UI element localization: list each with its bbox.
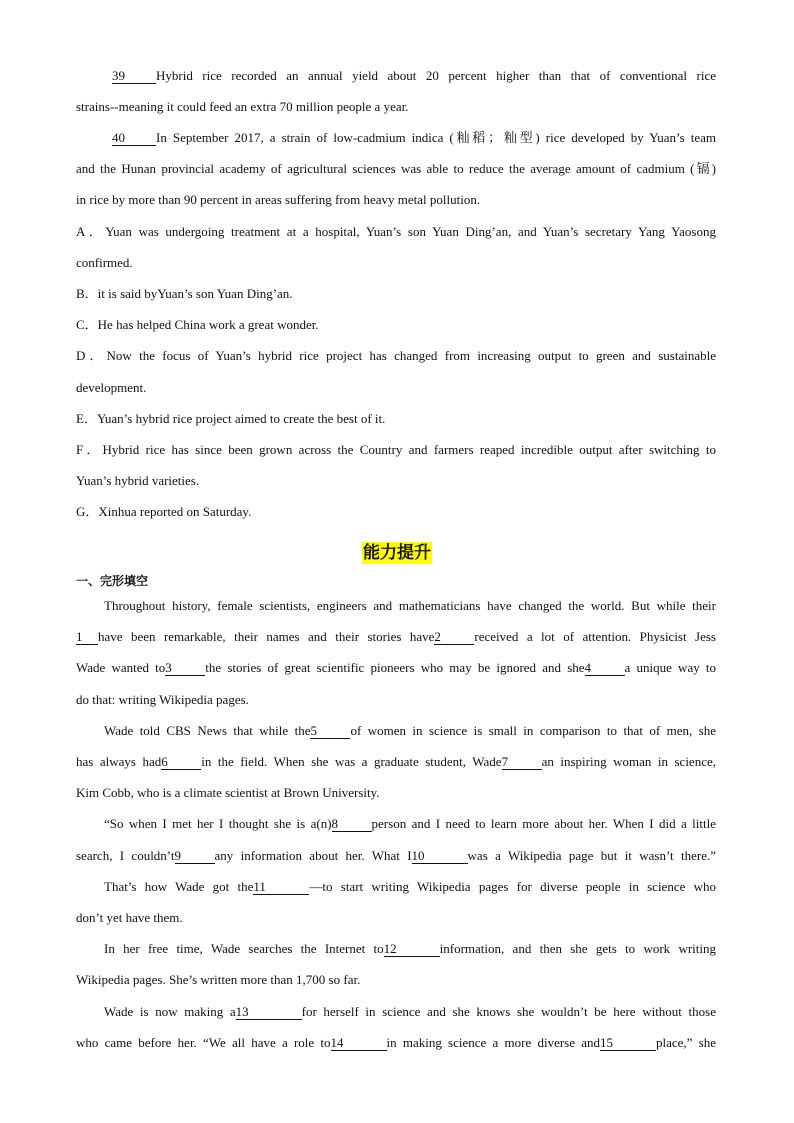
cloze-text: search, I couldn’t bbox=[76, 848, 175, 863]
blank-9[interactable]: 9 bbox=[175, 849, 215, 864]
q39-line-2: strains--meaning it could feed an extra 70 million people a year. bbox=[76, 99, 409, 114]
cloze-p2-line-2 bbox=[76, 754, 716, 770]
cloze-p1-line-3 bbox=[76, 660, 716, 676]
option-g: G．Xinhua reported on Saturday. bbox=[76, 504, 252, 519]
q39-line-1 bbox=[112, 68, 716, 84]
cloze-text: have been remarkable, their names and their stories have bbox=[98, 629, 435, 644]
cloze-p4-line-1 bbox=[104, 879, 716, 895]
option-b: B．it is said byYuan’s son Yuan Ding’an. bbox=[76, 286, 293, 301]
blank-11[interactable]: 11 bbox=[253, 880, 309, 895]
blank-6[interactable]: 6 bbox=[161, 755, 201, 770]
cloze-text: has always had bbox=[76, 754, 162, 769]
q40-line-2: and the Hunan provincial academy of agricultural sciences was able to reduce the average amount of cadmium (镉) bbox=[76, 161, 716, 176]
cloze-text: who came before her. “We all have a role to bbox=[76, 1035, 331, 1050]
cloze-text: That’s how Wade got the bbox=[104, 879, 254, 894]
cloze-text: received a lot of attention. Physicist Jess bbox=[474, 629, 716, 644]
cloze-text: in the field. When she was a graduate student, Wade bbox=[201, 754, 502, 769]
blank-10[interactable]: 10 bbox=[412, 849, 468, 864]
option-c: C．He has helped China work a great wonder. bbox=[76, 317, 319, 332]
blank-7[interactable]: 7 bbox=[502, 755, 542, 770]
cloze-p3-line-1 bbox=[104, 816, 716, 832]
cloze-text: the stories of great scientific pioneers who may be ignored and she bbox=[205, 660, 585, 675]
cloze-p6-line-1 bbox=[104, 1004, 716, 1020]
cloze-text: an inspiring woman in science, bbox=[541, 754, 716, 769]
blank-8[interactable]: 8 bbox=[332, 817, 372, 832]
cloze-p6-line-2 bbox=[76, 1035, 716, 1051]
blank-3[interactable]: 3 bbox=[165, 661, 205, 676]
q39-text-1: Hybrid rice recorded an annual yield about 20 percent higher than that of conventional rice bbox=[156, 68, 716, 83]
cloze-p3-line-2 bbox=[76, 848, 716, 864]
blank-13[interactable]: 13 bbox=[236, 1005, 302, 1020]
blank-5[interactable]: 5 bbox=[310, 724, 350, 739]
section-title-text: 能力提升 bbox=[363, 543, 431, 563]
blank-40[interactable]: 40 bbox=[112, 131, 156, 146]
section-heading: 一、完形填空 bbox=[76, 574, 149, 588]
blank-14[interactable]: 14 bbox=[331, 1036, 387, 1051]
blank-1[interactable]: 1 bbox=[76, 630, 98, 645]
cloze-text: any information about her. What I bbox=[214, 848, 412, 863]
option-d-line-1: D．Now the focus of Yuan’s hybrid rice project has changed from increasing output to green and sustainable bbox=[76, 348, 716, 363]
q40-line-1 bbox=[112, 130, 716, 146]
blank-2[interactable]: 2 bbox=[434, 630, 474, 645]
cloze-text: Wade is now making a bbox=[104, 1004, 236, 1019]
cloze-text: information, and then she gets to work writing bbox=[439, 941, 716, 956]
cloze-p2-line-3: Kim Cobb, who is a climate scientist at Brown University. bbox=[76, 785, 380, 800]
cloze-text: In her free time, Wade searches the Internet to bbox=[104, 941, 384, 956]
cloze-text: was a Wikipedia page but it wasn’t there.” bbox=[467, 848, 716, 863]
cloze-text: “So when I met her I thought she is a(n) bbox=[104, 816, 332, 831]
cloze-text: in making science a more diverse and bbox=[386, 1035, 600, 1050]
q40-text-1: In September 2017, a strain of low-cadmium indica (籼稻；籼型) rice developed by Yuan’s team bbox=[156, 130, 716, 145]
cloze-p1-line-4: do that: writing Wikipedia pages. bbox=[76, 692, 249, 707]
option-d-line-2: development. bbox=[76, 380, 147, 395]
cloze-text: person and I need to learn more about her. When I did a little bbox=[371, 816, 716, 831]
q40-line-3: in rice by more than 90 percent in areas suffering from heavy metal pollution. bbox=[76, 192, 481, 207]
cloze-p4-line-2: don’t yet have them. bbox=[76, 910, 183, 925]
blank-39[interactable]: 39 bbox=[112, 69, 156, 84]
option-a-line-1: A．Yuan was undergoing treatment at a hospital, Yuan’s son Yuan Ding’an, and Yuan’s secretary Yang Yaosong bbox=[76, 224, 716, 239]
cloze-text: for herself in science and she knows she wouldn’t be here without those bbox=[301, 1004, 716, 1019]
blank-4[interactable]: 4 bbox=[585, 661, 625, 676]
option-e: E．Yuan’s hybrid rice project aimed to create the best of it. bbox=[76, 411, 386, 426]
cloze-text: of women in science is small in comparison to that of men, she bbox=[350, 723, 716, 738]
cloze-p1-line-2 bbox=[76, 629, 716, 645]
blank-15[interactable]: 15 bbox=[600, 1036, 656, 1051]
option-a-line-2: confirmed. bbox=[76, 255, 133, 270]
cloze-p1-line-1: Throughout history, female scientists, engineers and mathematicians have changed the world. But while their bbox=[104, 598, 716, 613]
cloze-p5-line-1 bbox=[104, 941, 716, 957]
cloze-text: place,” she bbox=[655, 1035, 716, 1050]
option-f-line-1: F．Hybrid rice has since been grown across the Country and farmers reaped incredible output after switching to bbox=[76, 442, 716, 457]
option-f-line-2: Yuan’s hybrid varieties. bbox=[76, 473, 200, 488]
cloze-p5-line-2: Wikipedia pages. She’s written more than 1,700 so far. bbox=[76, 972, 361, 987]
cloze-text: Wade told CBS News that while the bbox=[104, 723, 311, 738]
blank-12[interactable]: 12 bbox=[384, 942, 440, 957]
cloze-text: Wade wanted to bbox=[76, 660, 166, 675]
cloze-text: —to start writing Wikipedia pages for diverse people in science who bbox=[309, 879, 716, 894]
cloze-p2-line-1 bbox=[104, 723, 716, 739]
section-title bbox=[0, 538, 794, 563]
cloze-text: a unique way to bbox=[624, 660, 717, 675]
